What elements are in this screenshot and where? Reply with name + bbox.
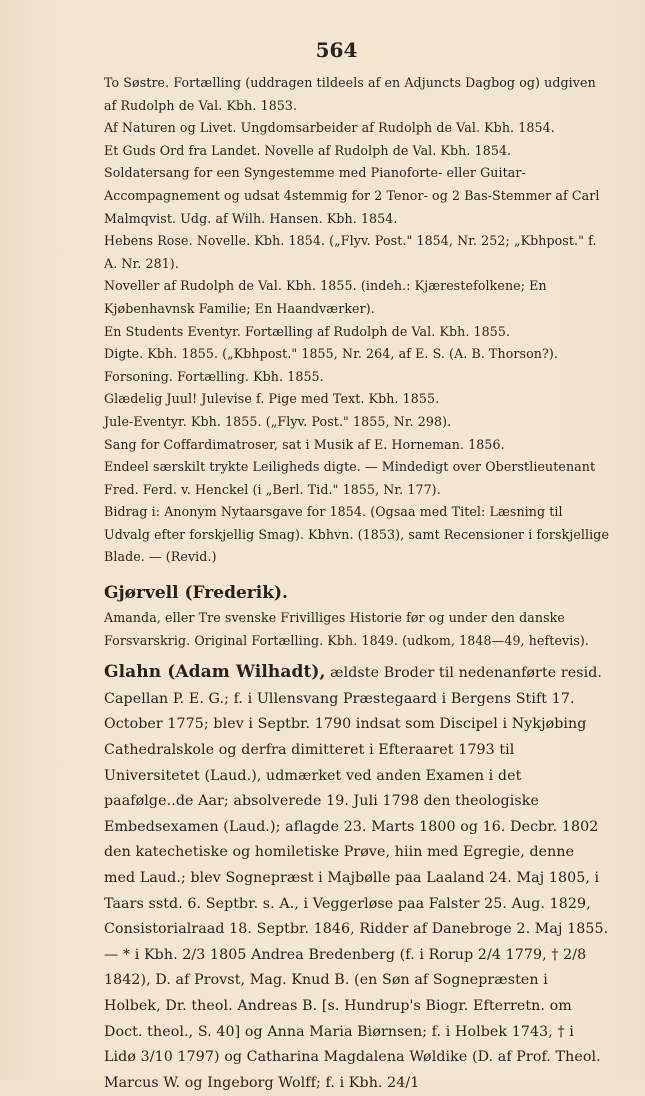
bibliography-entry: Sang for Coffardimatroser, sat i Musik af E. Horneman. 1856. — [104, 436, 505, 452]
bibliography-entry: Et Guds Ord fra Landet. Novelle af Rudolph de Val. Kbh. 1854. — [104, 142, 512, 158]
bibliography-entry: Noveller af Rudolph de Val. Kbh. 1855. (indeh.: Kjærestefolkene; En Kjøbenhavnsk Familie; En Haandværker). — [104, 278, 547, 316]
gjorvell-entry: Amanda, eller Tre svenske Frivilliges Historie før og under den danske Forsvarskrig. Original Fortælling. Kbh. 1849. (udkom, 1848—49, heftevis). — [104, 610, 590, 648]
bibliography-list — [104, 72, 609, 569]
bibliography-entry: Digte. Kbh. 1855. („Kbhpost." 1855, Nr. 264, af E. S. (A. B. Thorson?). — [104, 346, 558, 362]
bibliography-entry: Glædelig Juul! Julevise f. Pige med Text. Kbh. 1855. — [104, 391, 440, 407]
bibliography-entry: Af Naturen og Livet. Ungdomsarbeider af Rudolph de Val. Kbh. 1854. — [104, 120, 555, 136]
author-heading-gjorvell: Gjørvell (Frederik). — [104, 583, 288, 604]
bibliography-entry: En Students Eventyr. Fortælling af Rudolph de Val. Kbh. 1855. — [104, 323, 511, 339]
bibliography-entry: To Søstre. Fortælling (uddragen tildeels af en Adjuncts Dagbog og) udgiven af Rudolph de Val. Kbh. 1853. — [104, 75, 596, 113]
biography-text: ældste Broder til nedenanførte resid. Capellan P. E. G.; f. i Ullensvang Præstegaard i Bergens Stift 17. October 1775; blev i Septbr. 1790 indsat som Discipel i Nykjøbing Cathedralskole og derfra dimitteret i Efteraaret 1793 til Universitetet (Laud.), udmærket ved anden Examen i det paafølge..de Aar; absolverede 19. Juli 1798 den theologiske Embedsexamen (Laud.); aflagde 23. Marts 1800 og 16. Decbr. 1802 den katechetiske og homiletiske Prøve, hiin med Egregie, denne med Laud.; blev Sognepræst i Majbølle paa Laaland 24. Maj 1805, i Taars sstd. 6. Septbr. s. A., i Veggerløse paa Falster 25. Aug. 1829, Consistorialraad 18. Septbr. 1846, Ridder af Danebroge 2. Maj 1855. — * i Kbh. 2/3 1805 Andrea Bredenberg (f. i Rorup 2/4 1779, † 2/8 1842), D. af Provst, Mag. Knud B. (en Søn af Sognepræsten i Holbek, Dr. theol. Andreas B. [s. Hundrup's Biogr. Efterretn. om Doct. theol., S. 40] og Anna Maria Biørnsen; f. i Holbek 1743, † i Lidø 3/10 1797) og Catharina Magdalena Wøldike (D. af Prof. Theol. Marcus W. og Ingeborg Wolff; f. i Kbh. 24/1 — [104, 665, 609, 1091]
bibliography-entry: Jule-Eventyr. Kbh. 1855. („Flyv. Post." 1855, Nr. 298). — [104, 413, 452, 429]
bibliography-entry: Soldatersang for een Syngestemme med Pianoforte- eller Guitar-Accompagnement og udsat 4stemmig for 2 Tenor- og 2 Bas-Stemmer af Carl Malmqvist. Udg. af Wilh. Hansen. Kbh. 1854. — [104, 165, 600, 226]
bibliography-entry: Endeel særskilt trykte Leiligheds digte. — Mindedigt over Oberstlieutenant Fred. Ferd. v. Henckel (i „Berl. Tid." 1855, Nr. 177). — [104, 459, 596, 497]
bibliography-entry: Hebens Rose. Novelle. Kbh. 1854. („Flyv. Post." 1854, Nr. 252; „Kbhpost." f. A. Nr. 281). — [104, 233, 597, 271]
bibliography-entry: Forsoning. Fortælling. Kbh. 1855. — [104, 368, 324, 384]
author-name-glahn: Glahn (Adam Wilhadt), — [104, 662, 326, 683]
bibliography-entry: Bidrag i: Anonym Nytaarsgave for 1854. (Ogsaa med Titel: Læsning til Udvalg efter forskjellig Smag). Kbhvn. (1853), samt Recensioner i forskjellige Blade. — (Revid.) — [104, 504, 609, 565]
page-number: 564 — [315, 38, 358, 62]
author-biography-glahn — [104, 660, 609, 1096]
